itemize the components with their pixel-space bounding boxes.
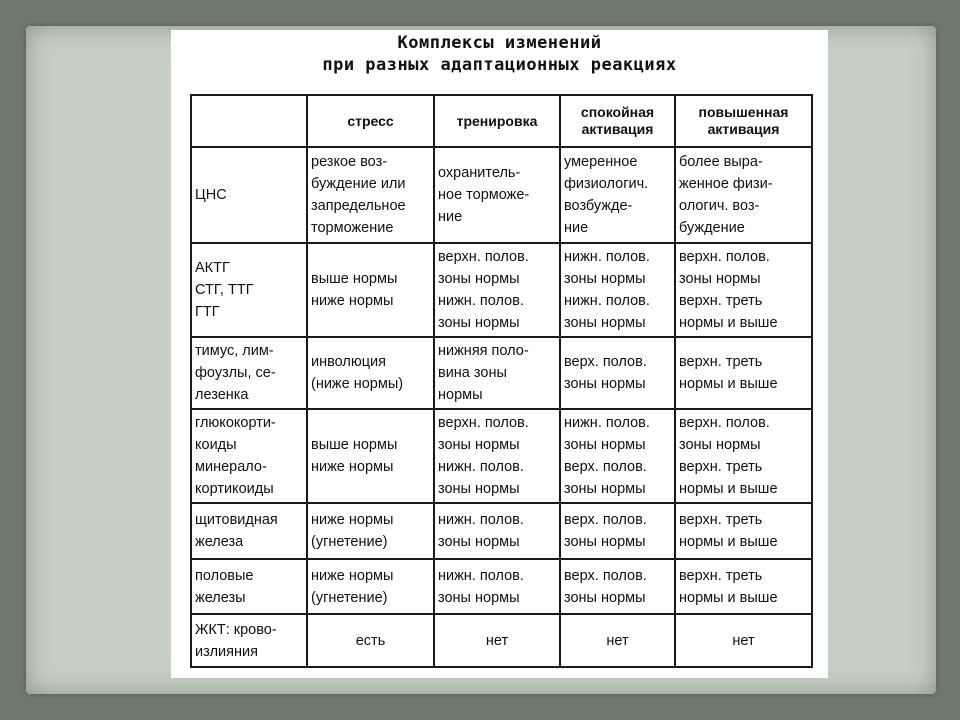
cell-text: зоны нормы: [564, 589, 646, 606]
header-text: повышенная: [698, 104, 789, 120]
cell-text: умеренное: [564, 154, 638, 170]
cell-text: инволюция: [311, 354, 386, 370]
cell-text: зоны нормы: [564, 534, 646, 550]
cell-text: резкое воз-: [311, 154, 388, 170]
table-row: [191, 559, 812, 614]
cell-text: ние: [564, 220, 589, 236]
header-text: активация: [707, 121, 780, 137]
header-text: спокойная: [580, 104, 655, 120]
cell-text: ЦНС: [195, 187, 227, 203]
document-subtitle: при разных адаптационных реакциях: [322, 55, 677, 75]
cell-text: нет: [732, 632, 755, 649]
cell-text: зоны нормы: [438, 271, 520, 287]
table-cell: [434, 147, 560, 243]
table-cell: [560, 614, 675, 667]
cell-text: зоны нормы: [438, 534, 520, 550]
row-header-cell: [191, 559, 307, 614]
cell-text: верх. полов.: [564, 512, 647, 528]
cell-text: верхн. треть: [679, 293, 763, 309]
cell-text: ниже нормы: [311, 459, 394, 475]
header-text: активация: [581, 121, 654, 137]
cell-text: зоны нормы: [564, 271, 646, 287]
cell-text: АКТГ: [195, 260, 230, 276]
table-cell: [560, 147, 675, 243]
cell-text: охранитель-: [438, 165, 521, 181]
cell-text: есть: [355, 632, 386, 649]
table-cell: [307, 409, 434, 503]
cell-text: (ниже нормы): [311, 376, 404, 392]
cell-text: нижн. полов.: [564, 415, 650, 431]
table-cell: [675, 614, 812, 667]
cell-text: нижн. полов.: [564, 293, 650, 309]
cell-text: верхн. полов.: [679, 249, 770, 265]
cell-text: половые: [195, 567, 254, 584]
cell-text: тимус, лим-: [195, 343, 274, 359]
table-cell: [307, 559, 434, 614]
cell-text: зоны нормы: [564, 315, 646, 331]
table-cell: [560, 243, 675, 337]
cell-text: верхн. полов.: [679, 415, 770, 431]
row-header-cell: [191, 337, 307, 409]
cell-text: нормы и выше: [679, 589, 778, 606]
cell-text: буждение: [679, 220, 745, 236]
table-cell: [307, 337, 434, 409]
cell-text: верх. полов.: [564, 567, 647, 584]
cell-text: торможение: [311, 220, 394, 236]
table-cell: [675, 559, 812, 614]
cell-text: верхн. треть: [679, 354, 763, 370]
table-cell: [675, 409, 812, 503]
cell-text: зоны нормы: [438, 481, 520, 497]
table-cell: [675, 147, 812, 243]
header-calm-activation: [560, 95, 675, 147]
cell-text: лезенка: [195, 387, 249, 403]
cell-text: верхн. полов.: [438, 415, 529, 431]
cell-text: нет: [485, 632, 509, 649]
row-header-cell: [191, 147, 307, 243]
cell-text: (угнетение): [311, 589, 388, 606]
cell-text: верх. полов.: [564, 459, 647, 475]
cell-text: минерало-: [195, 459, 267, 475]
cell-text: глюкокорти-: [195, 415, 276, 431]
cell-text: нет: [606, 632, 629, 649]
table-cell: [307, 503, 434, 559]
cell-text: зоны нормы: [564, 437, 646, 453]
cell-text: нижн. полов.: [438, 567, 524, 584]
cell-text: ниже нормы: [311, 293, 394, 309]
cell-text: кортикоиды: [195, 481, 274, 497]
table-cell: [434, 503, 560, 559]
cell-text: излияния: [195, 643, 258, 660]
cell-text: ологич. воз-: [679, 198, 760, 214]
table-header-row: [191, 95, 812, 147]
header-empty: [191, 95, 307, 147]
cell-text: фоузлы, се-: [195, 365, 276, 381]
table-cell: [434, 337, 560, 409]
cell-text: верхн. треть: [679, 567, 763, 584]
table-row: [191, 337, 812, 409]
cell-text: ГТГ: [195, 304, 220, 320]
header-stress: [307, 95, 434, 147]
table-cell: [560, 337, 675, 409]
cell-text: вина зоны: [438, 365, 507, 381]
cell-text: зоны нормы: [438, 589, 520, 606]
cell-text: железы: [195, 589, 246, 606]
table-row: [191, 147, 812, 243]
adaptation-table: [190, 94, 813, 668]
header-training: [434, 95, 560, 147]
row-header-cell: [191, 243, 307, 337]
header-text: стресс: [347, 112, 394, 129]
cell-text: нормы: [438, 387, 483, 403]
table-cell: [675, 337, 812, 409]
cell-text: зоны нормы: [564, 481, 646, 497]
header-high-activation: [675, 95, 812, 147]
cell-text: ное торможе-: [438, 187, 530, 203]
table-cell: [307, 614, 434, 667]
cell-text: зоны нормы: [679, 437, 761, 453]
row-header-cell: [191, 503, 307, 559]
table-cell: [434, 614, 560, 667]
table-cell: [560, 559, 675, 614]
cell-text: нижн. полов.: [564, 249, 650, 265]
table-row: [191, 243, 812, 337]
cell-text: верх. полов.: [564, 354, 647, 370]
table-row: [191, 409, 812, 503]
header-text: тренировка: [456, 112, 538, 129]
cell-text: возбужде-: [564, 198, 633, 214]
table-cell: [434, 559, 560, 614]
table-cell: [307, 147, 434, 243]
cell-text: ние: [438, 209, 463, 225]
cell-text: нижн. полов.: [438, 459, 524, 475]
cell-text: щитовидная: [195, 512, 278, 528]
table-cell: [307, 243, 434, 337]
cell-text: нормы и выше: [679, 376, 778, 392]
table-cell: [434, 243, 560, 337]
cell-text: выше нормы: [311, 437, 398, 453]
cell-text: нижн. полов.: [438, 293, 524, 309]
cell-text: выше нормы: [311, 271, 398, 287]
cell-text: верхн. полов.: [438, 249, 529, 265]
table-cell: [560, 409, 675, 503]
cell-text: зоны нормы: [438, 437, 520, 453]
cell-text: физиологич.: [564, 176, 649, 192]
cell-text: коиды: [195, 437, 237, 453]
cell-text: запредельное: [311, 198, 406, 214]
cell-text: ниже нормы: [311, 512, 394, 528]
cell-text: женное физи-: [679, 176, 773, 192]
cell-text: нормы и выше: [679, 534, 778, 550]
cell-text: нижн. полов.: [438, 512, 524, 528]
cell-text: ЖКТ: крово-: [195, 621, 277, 638]
cell-text: железа: [195, 534, 244, 550]
table-cell: [675, 243, 812, 337]
cell-text: нормы и выше: [679, 481, 778, 497]
cell-text: зоны нормы: [438, 315, 520, 331]
cell-text: нижняя поло-: [438, 343, 529, 359]
cell-text: более выра-: [679, 154, 763, 170]
cell-text: верхн. треть: [679, 512, 763, 528]
cell-text: нормы и выше: [679, 315, 778, 331]
row-header-cell: [191, 409, 307, 503]
table-cell: [434, 409, 560, 503]
table-cell: [560, 503, 675, 559]
cell-text: ниже нормы: [311, 567, 394, 584]
cell-text: буждение или: [311, 176, 406, 192]
row-header-cell: [191, 614, 307, 667]
cell-text: (угнетение): [311, 534, 388, 550]
cell-text: верхн. треть: [679, 459, 763, 475]
cell-text: СТГ, ТТГ: [195, 282, 254, 298]
table-row: [191, 503, 812, 559]
cell-text: зоны нормы: [679, 271, 761, 287]
document-title: Комплексы изменений: [397, 33, 602, 53]
table-cell: [675, 503, 812, 559]
document-page: [171, 30, 828, 678]
table-row: [191, 614, 812, 667]
cell-text: зоны нормы: [564, 376, 646, 392]
